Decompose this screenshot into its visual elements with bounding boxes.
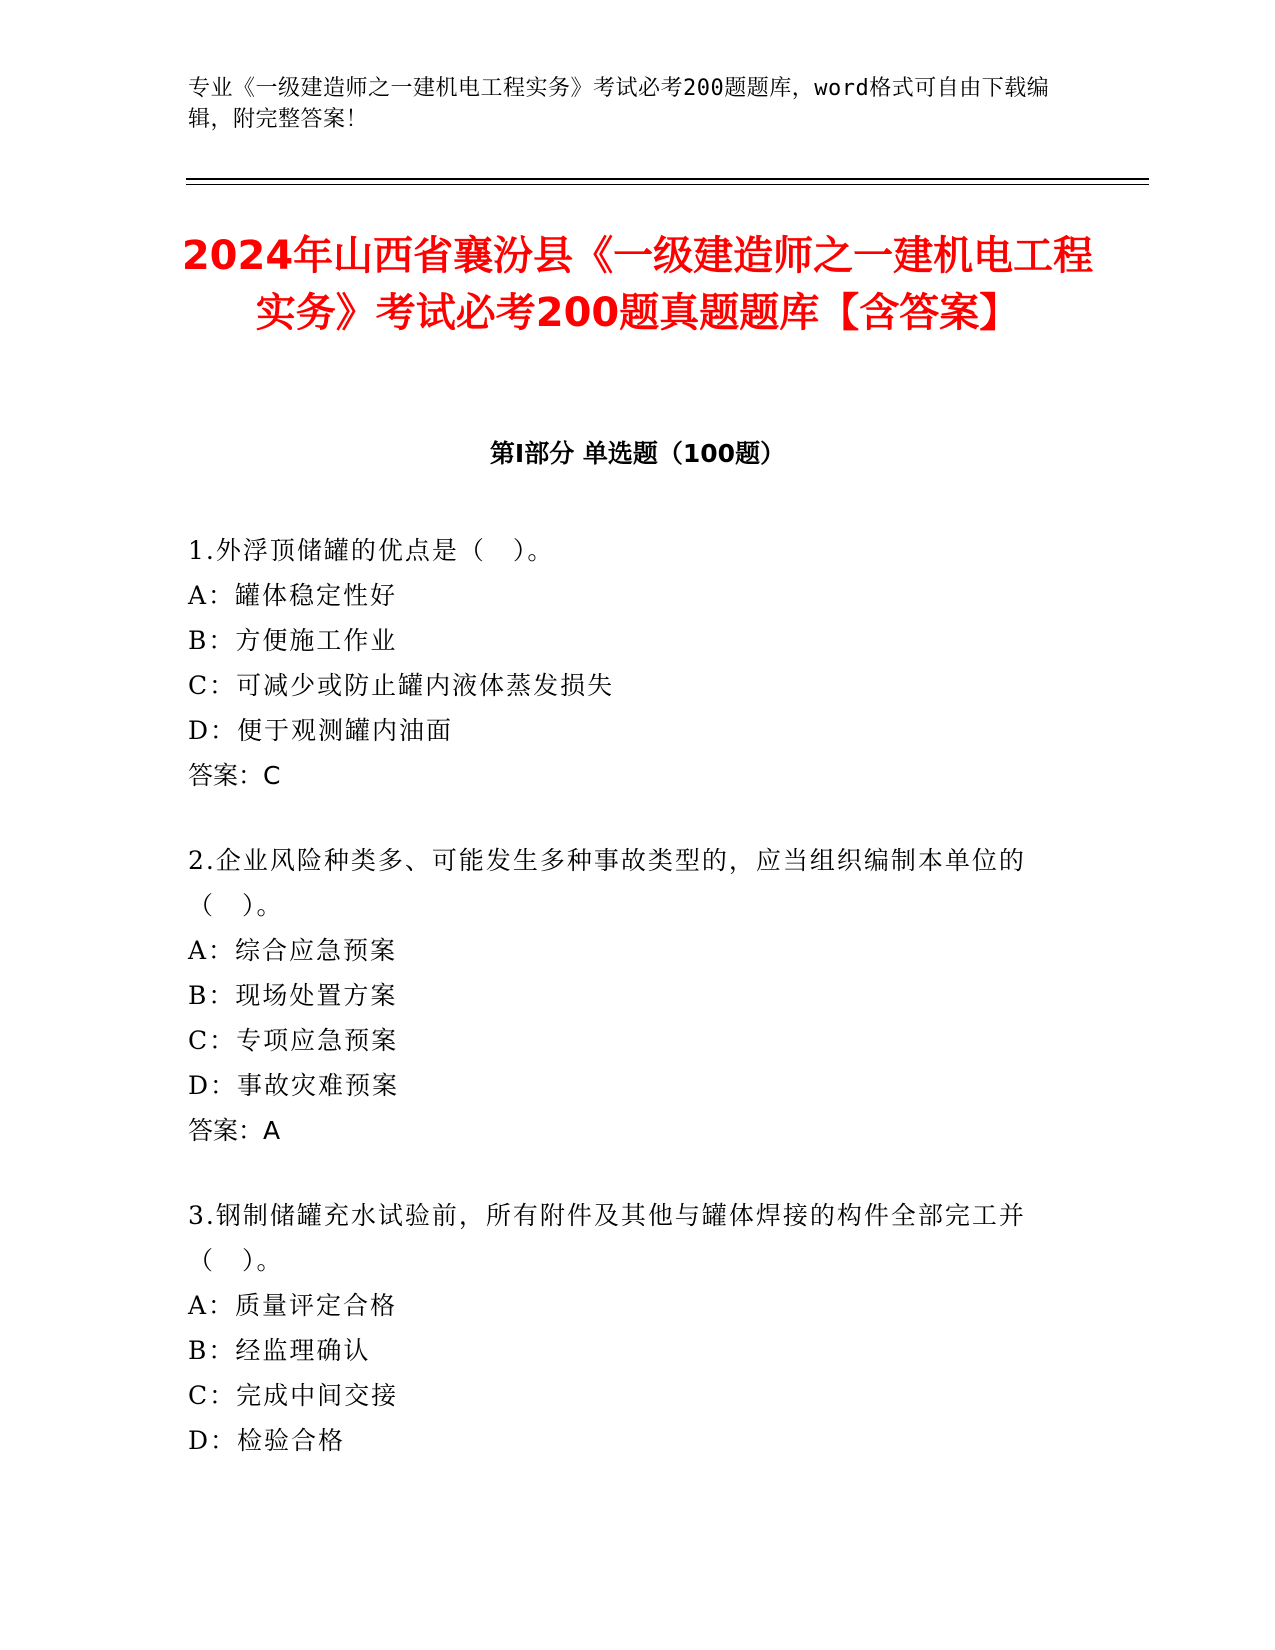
- option-c: C：完成中间交接: [188, 1381, 399, 1410]
- option-c: C：可减少或防止罐内液体蒸发损失: [188, 671, 615, 700]
- option-d: D：事故灾难预案: [188, 1071, 400, 1100]
- option-a: A：质量评定合格: [188, 1291, 398, 1320]
- option-b: B：经监理确认: [188, 1336, 371, 1365]
- option-b: B：现场处置方案: [188, 981, 398, 1010]
- answer-line: 答案：C: [188, 761, 281, 790]
- option-b: B：方便施工作业: [188, 626, 398, 655]
- option-d: D：检验合格: [188, 1426, 346, 1455]
- option-c: C：专项应急预案: [188, 1026, 399, 1055]
- option-a: A：综合应急预案: [188, 936, 398, 965]
- section-heading: 第Ⅰ部分 单选题（100题）: [489, 439, 786, 468]
- question-stem: 3.钢制储罐充水试验前，所有附件及其他与罐体焊接的构件全部完工并（ ）。: [188, 1201, 1026, 1275]
- document-title: 2024年山西省襄汾县《一级建造师之一建机电工程实务》考试必考200题真题题库【含答案】: [181, 233, 1094, 336]
- question-stem: 1.外浮顶储罐的优点是（ ）。: [188, 536, 555, 565]
- question-2: [188, 838, 1068, 1153]
- header-divider-thick: [186, 178, 1149, 180]
- question-3: [188, 1193, 1068, 1463]
- option-d: D：便于观测罐内油面: [188, 716, 454, 745]
- question-1: [188, 528, 1068, 798]
- header-divider-thin: [186, 184, 1149, 185]
- header-note: 专业《一级建造师之一建机电工程实务》考试必考200题题库，word格式可自由下载编辑，附完整答案！: [188, 76, 1050, 132]
- question-stem: 2.企业风险种类多、可能发生多种事故类型的，应当组织编制本单位的（ ）。: [188, 846, 1026, 920]
- option-a: A：罐体稳定性好: [188, 581, 398, 610]
- question-list: [188, 528, 1068, 1503]
- answer-line: 答案：A: [188, 1116, 281, 1145]
